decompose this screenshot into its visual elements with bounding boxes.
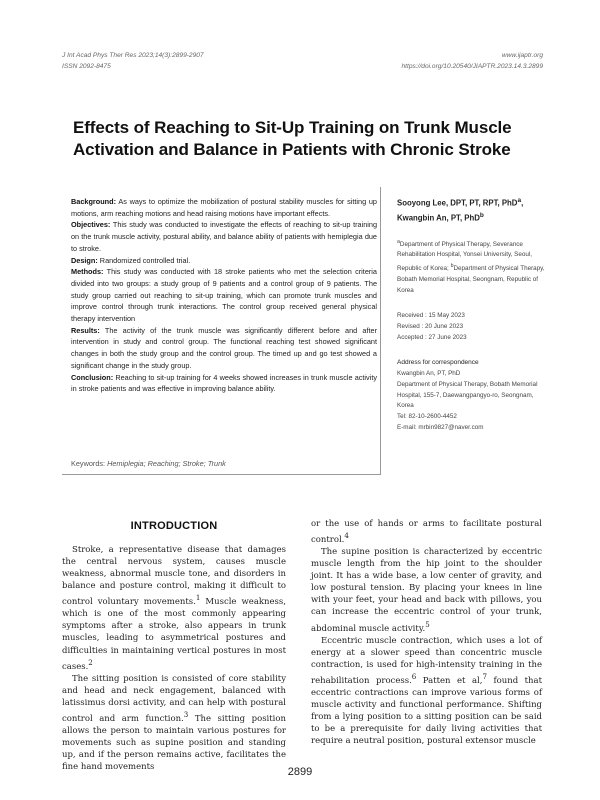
body-column-left: [62, 544, 286, 773]
page-number: 2899: [287, 766, 313, 778]
corr-tel: Tel: 82-10-2600-4452: [397, 412, 457, 420]
citation-ref[interactable]: 1: [195, 593, 201, 603]
abstract-objectives: Objectives: This study was conducted to investigate the effects of reaching to sit-up training on the trunk muscle activity, postural ability, and balance ability of patients with hemiplegia due to stroke.: [71, 220, 377, 253]
abstract-methods: Methods: This study was conducted with 18 stroke patients who met the selection criteria divided into two groups: a study group of 9 patients and a control group of 9 patients. The study group carried out reaching to sit-up training, which can promote trunk muscles and improve control through trunk interactions. The control group received general physical therapy intervention: [71, 267, 377, 324]
issn: ISSN 2092-8475: [62, 63, 111, 70]
revised-date: Revised : 20 June 2023: [397, 323, 464, 330]
article-info-sidebar: [397, 195, 547, 433]
introduction-heading: INTRODUCTION: [130, 520, 218, 532]
abstract-conclusion: Conclusion: Reaching to sit-up training for 4 weeks showed increases in trunk muscle activity in stroke patients and was effective in improving balance ability.: [71, 372, 377, 394]
keywords: [71, 459, 226, 468]
intro-paragraph: The supine position is characterized by eccentric muscle length from the hip joint to the shoulder joint. It has a wide base, a low center of gravity, and low postural tension. By placing your knees in line with your feet, your head and back with pillows, you can increase the eccentric control of your trunk, abdominal muscle activity.$^5$: [311, 547, 542, 634]
author-list: [397, 195, 547, 225]
corr-name: Kwangbin An, PT, PhD: [397, 370, 461, 378]
citation-ref[interactable]: 4: [344, 531, 349, 541]
keywords-list: Hemiplegia; Reaching; Stroke; Trunk: [107, 459, 226, 468]
intro-paragraph: The sitting position is consisted of core stability and head and neck engagement, balanced with latissimus dorsi activity, and can help with postural control and arm function.$^3$ The sitting position allows the person to maintain various postures for movements such as supine position and standing up, and if the person remains active, facilitates the fine hand movements: [62, 673, 286, 773]
abstract-background: Background: As ways to optimize the mobilization of postural stability muscles for sitting up motions, arm reaching motions and head raising motions have important effects.: [71, 197, 377, 218]
keywords-label: Keywords:: [71, 459, 106, 468]
abstract-design: Design: Randomized controlled trial.: [71, 255, 191, 265]
author-lee: Sooyong Lee, DPT, PT, RPT, PhD$^a$,: [397, 197, 524, 208]
abstract-results: Results: The activity of the trunk muscle was significantly different before and after intervention in study and control group. The functional reaching test showed significant changes in both the study group and the control group. The timed up and go test showed a significant change in the study group.: [71, 325, 377, 370]
citation-ref[interactable]: 6: [411, 671, 417, 681]
author-an: Kwangbin An, PT, PhD$^b$: [397, 211, 484, 223]
journal-citation: [62, 50, 204, 72]
doi-link[interactable]: https://doi.org/10.20540/JIAPTR.2023.14.3.2899: [401, 63, 543, 70]
article-dates: [397, 311, 547, 343]
correspondence: [397, 369, 547, 433]
intro-paragraph: Eccentric muscle contraction, which uses a lot of energy at a slower speed than concentric muscle contraction, is used for high-intensity training in the rehabilitation process.$^6$ Patten et al,$^7$ found that eccentric contractions can improve various forms of muscle activity and functional performance. Shifting from a lying position to a sitting position can be said to be a prerequisite for daily living activities that require a neutral position, postural extensor muscle: [311, 635, 543, 747]
corr-email[interactable]: E-mail: mrbin9827@naver.com: [397, 423, 484, 431]
body-column-right: [311, 518, 542, 747]
citation-ref[interactable]: 3: [183, 709, 189, 719]
journal-links: [402, 50, 544, 72]
citation-ref[interactable]: 2: [88, 657, 93, 667]
abstract: [71, 196, 377, 395]
accepted-date: Accepted : 27 June 2023: [397, 333, 467, 341]
correspondence-heading: Address for correspondence: [397, 359, 479, 367]
journal-website-link[interactable]: www.ijaptr.org: [501, 52, 543, 59]
intro-paragraph: Stroke, a representative disease that damages the central nervous system, causes muscle weakness, abnormal muscle tone, and disorders in balance and posture control, making it difficult to control voluntary movements.$^1$ Muscle weakness, which is one of the most commonly appearing symptoms after a stroke, also appears in trunk muscles, leading to asymmetrical postures and difficulties in maintaining vertical postures in most cases.$^2$: [62, 545, 286, 672]
intro-paragraph: or the use of hands or arms to facilitate postural control.$^4$: [311, 519, 542, 545]
received-date: Received : 15 May 2023: [397, 312, 465, 320]
citation-ref[interactable]: 7: [482, 671, 487, 681]
journal-line: J Int Acad Phys Ther Res 2023;14(3):2899-2907: [62, 52, 204, 59]
article-title: Effects of Reaching to Sit-Up Training on Trunk Muscle Activation and Balance in Patients with Chronic Stroke: [73, 118, 512, 159]
corr-address: Department of Physical Therapy, Bobath Memorial Hospital, 155-7, Daewangpangyo-ro, Seongnam, Korea: [397, 380, 538, 410]
citation-ref[interactable]: 5: [425, 619, 430, 629]
affiliations: $^a$Department of Physical Therapy, Severance Rehabilitation Hospital, Yonsei University, Seoul, Republic of Korea; $^b$Department of Physical Therapy, Bobath Memorial Hospital, Seongnam, Republic of Korea: [397, 238, 545, 294]
